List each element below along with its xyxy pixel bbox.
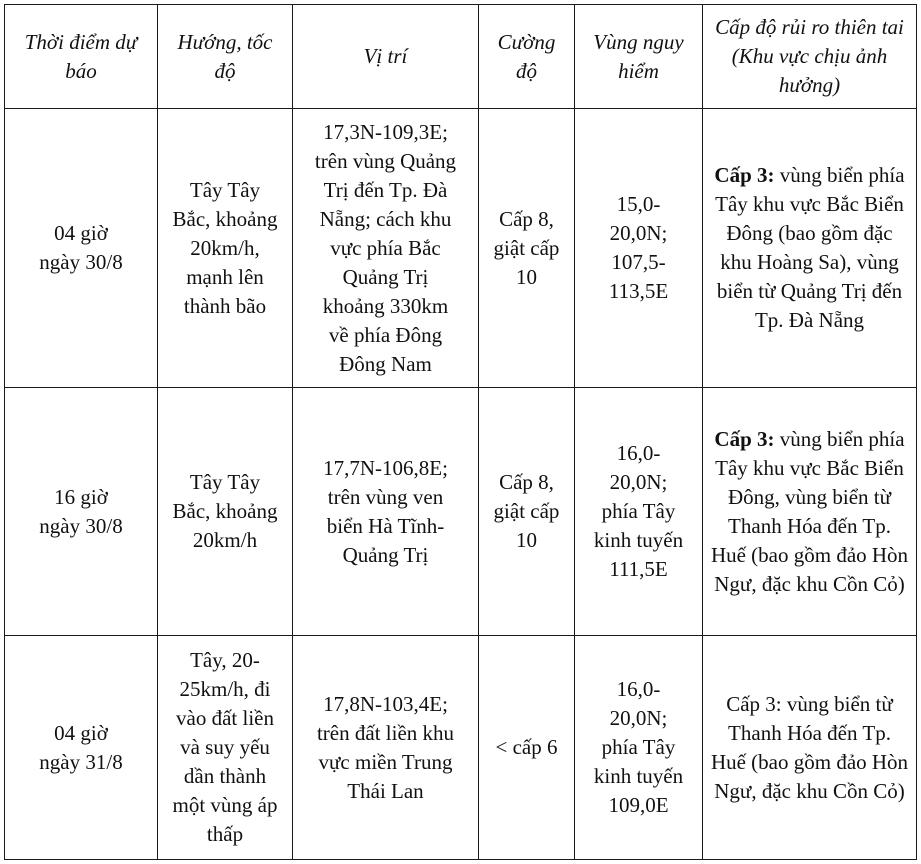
header-danger-zone: Vùng nguy hiểm	[575, 5, 703, 109]
risk-text: Cấp 3: vùng biển từ Thanh Hóa đến Tp. Huế (bao gồm đảo Hòn Ngư, đặc khu Cồn Cỏ)	[710, 691, 909, 803]
cell-danger-zone: 16,0- 20,0N; phía Tây kinh tuyến 109,0E	[575, 636, 703, 860]
cell-risk	[703, 109, 917, 388]
table-row	[5, 636, 917, 860]
cell-risk	[703, 388, 917, 636]
header-time: Thời điểm dự báo	[5, 5, 158, 109]
cell-intensity: < cấp 6	[479, 636, 575, 860]
risk-level: Cấp 3:	[714, 163, 775, 187]
cell-direction: Tây Tây Bắc, khoảng 20km/h, mạnh lên thành bão	[158, 109, 293, 388]
risk-text: vùng biển phía Tây khu vực Bắc Biển Đông (bao gồm đặc khu Hoàng Sa), vùng biển từ Quảng Trị đến Tp. Đà Nẵng	[715, 163, 905, 332]
risk-level: Cấp 3:	[714, 426, 775, 451]
table-row	[5, 388, 917, 636]
header-row	[5, 5, 917, 109]
storm-forecast-table	[4, 4, 917, 860]
cell-danger-zone: 15,0- 20,0N; 107,5- 113,5E	[575, 109, 703, 388]
cell-position: 17,3N-109,3E; trên vùng Quảng Trị đến Tp. Đà Nẵng; cách khu vực phía Bắc Quảng Trị khoảng 330km về phía Đông Đông Nam	[293, 109, 479, 388]
cell-intensity: Cấp 8, giật cấp 10	[479, 388, 575, 636]
risk-text: vùng biển phía Tây khu vực Bắc Biển Đông, vùng biển từ Thanh Hóa đến Tp. Huế (bao gồm đảo Hòn Ngư, đặc khu Cồn Cỏ)	[710, 426, 909, 596]
cell-danger-zone: 16,0- 20,0N; phía Tây kinh tuyến 111,5E	[575, 388, 703, 636]
cell-direction: Tây Tây Bắc, khoảng 20km/h	[158, 388, 293, 636]
header-risk: Cấp độ rủi ro thiên tai (Khu vực chịu ảnh hưởng)	[703, 5, 917, 109]
cell-risk	[703, 636, 917, 860]
header-intensity: Cường độ	[479, 5, 575, 109]
cell-position: 17,8N-103,4E; trên đất liền khu vực miền Trung Thái Lan	[293, 636, 479, 860]
cell-time: 04 giờ ngày 31/8	[5, 636, 158, 860]
cell-intensity: Cấp 8, giật cấp 10	[479, 109, 575, 388]
cell-direction: Tây, 20- 25km/h, đi vào đất liền và suy yếu dần thành một vùng áp thấp	[158, 636, 293, 860]
cell-time: 16 giờ ngày 30/8	[5, 388, 158, 636]
table-row	[5, 109, 917, 388]
header-position: Vị trí	[293, 5, 479, 109]
cell-position: 17,7N-106,8E; trên vùng ven biển Hà Tĩnh- Quảng Trị	[293, 388, 479, 636]
cell-time: 04 giờ ngày 30/8	[5, 109, 158, 388]
header-direction: Hướng, tốc độ	[158, 5, 293, 109]
